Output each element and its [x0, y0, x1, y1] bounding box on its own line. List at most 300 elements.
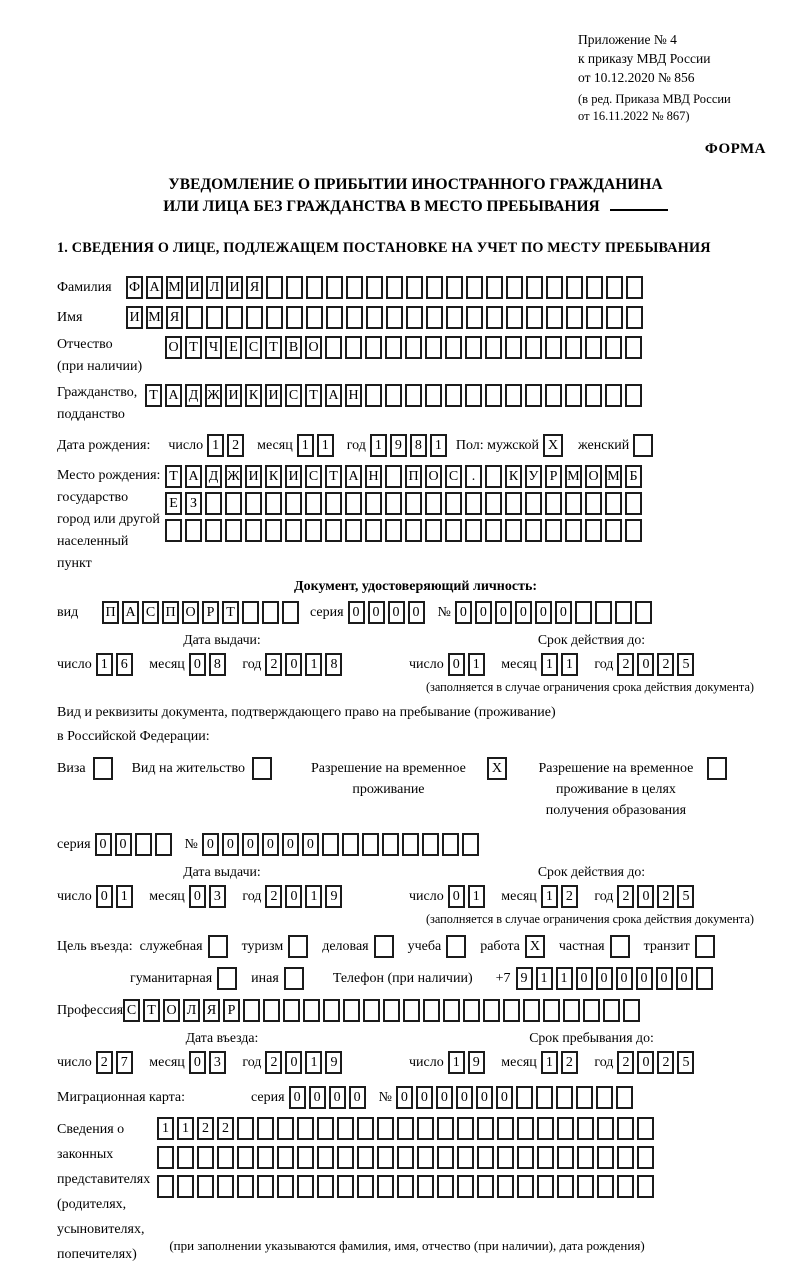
- char-box[interactable]: И: [285, 465, 302, 488]
- char-box[interactable]: [323, 999, 340, 1022]
- char-box[interactable]: [365, 336, 382, 359]
- purpose-work-checkbox[interactable]: X: [525, 935, 545, 958]
- char-box[interactable]: [237, 1117, 254, 1140]
- char-box[interactable]: О: [305, 336, 322, 359]
- char-box[interactable]: [317, 1146, 334, 1169]
- char-box[interactable]: Л: [206, 276, 223, 299]
- char-box[interactable]: [597, 1146, 614, 1169]
- char-box[interactable]: И: [225, 384, 242, 407]
- char-box[interactable]: 0: [448, 885, 465, 908]
- char-box[interactable]: [317, 1117, 334, 1140]
- char-box[interactable]: [586, 306, 603, 329]
- char-box[interactable]: 8: [410, 434, 427, 457]
- char-box[interactable]: [696, 967, 713, 990]
- char-box[interactable]: 9: [325, 1051, 342, 1074]
- char-box[interactable]: [575, 601, 592, 624]
- char-box[interactable]: 0: [329, 1086, 346, 1109]
- char-box[interactable]: О: [165, 336, 182, 359]
- char-box[interactable]: Б: [625, 465, 642, 488]
- char-box[interactable]: [545, 336, 562, 359]
- char-box[interactable]: [605, 384, 622, 407]
- char-box[interactable]: [465, 492, 482, 515]
- char-box[interactable]: 0: [408, 601, 425, 624]
- char-box[interactable]: [277, 1175, 294, 1198]
- char-box[interactable]: [266, 276, 283, 299]
- char-box[interactable]: [265, 519, 282, 542]
- char-box[interactable]: 1: [468, 885, 485, 908]
- char-box[interactable]: [417, 1117, 434, 1140]
- char-box[interactable]: [483, 999, 500, 1022]
- char-box[interactable]: 2: [561, 885, 578, 908]
- char-box[interactable]: [437, 1146, 454, 1169]
- char-box[interactable]: Т: [222, 601, 239, 624]
- char-box[interactable]: [505, 492, 522, 515]
- char-box[interactable]: 6: [116, 653, 133, 676]
- char-box[interactable]: [317, 1175, 334, 1198]
- char-box[interactable]: [617, 1146, 634, 1169]
- char-box[interactable]: [306, 306, 323, 329]
- char-box[interactable]: [585, 519, 602, 542]
- char-box[interactable]: О: [163, 999, 180, 1022]
- sex-male-checkbox[interactable]: X: [543, 434, 563, 457]
- char-box[interactable]: [155, 833, 172, 856]
- char-box[interactable]: [337, 1117, 354, 1140]
- char-box[interactable]: С: [445, 465, 462, 488]
- char-box[interactable]: [425, 492, 442, 515]
- char-box[interactable]: А: [185, 465, 202, 488]
- char-box[interactable]: [243, 999, 260, 1022]
- char-box[interactable]: [565, 336, 582, 359]
- char-box[interactable]: П: [162, 601, 179, 624]
- char-box[interactable]: [297, 1175, 314, 1198]
- char-box[interactable]: [637, 1175, 654, 1198]
- char-box[interactable]: [197, 1146, 214, 1169]
- char-box[interactable]: [577, 1117, 594, 1140]
- char-box[interactable]: [283, 999, 300, 1022]
- char-box[interactable]: 5: [677, 1051, 694, 1074]
- char-box[interactable]: 3: [209, 885, 226, 908]
- char-box[interactable]: [485, 492, 502, 515]
- char-box[interactable]: 7: [116, 1051, 133, 1074]
- char-box[interactable]: [457, 1175, 474, 1198]
- char-box[interactable]: И: [186, 276, 203, 299]
- char-box[interactable]: [237, 1146, 254, 1169]
- temp-residence-checkbox[interactable]: X: [487, 757, 507, 780]
- char-box[interactable]: [597, 1117, 614, 1140]
- char-box[interactable]: Д: [185, 384, 202, 407]
- purpose-humanitarian-checkbox[interactable]: [217, 967, 237, 990]
- char-box[interactable]: [635, 601, 652, 624]
- char-box[interactable]: 0: [368, 601, 385, 624]
- char-box[interactable]: [425, 384, 442, 407]
- char-box[interactable]: 1: [468, 653, 485, 676]
- char-box[interactable]: [477, 1175, 494, 1198]
- char-box[interactable]: [563, 999, 580, 1022]
- char-box[interactable]: 8: [325, 653, 342, 676]
- char-box[interactable]: М: [605, 465, 622, 488]
- char-box[interactable]: [405, 492, 422, 515]
- char-box[interactable]: [566, 306, 583, 329]
- char-box[interactable]: 0: [656, 967, 673, 990]
- char-box[interactable]: [565, 492, 582, 515]
- char-box[interactable]: 0: [285, 885, 302, 908]
- char-box[interactable]: [345, 519, 362, 542]
- char-box[interactable]: 0: [95, 833, 112, 856]
- char-box[interactable]: [297, 1146, 314, 1169]
- char-box[interactable]: Ч: [205, 336, 222, 359]
- char-box[interactable]: [485, 384, 502, 407]
- char-box[interactable]: [616, 1086, 633, 1109]
- char-box[interactable]: Я: [246, 276, 263, 299]
- char-box[interactable]: [406, 276, 423, 299]
- char-box[interactable]: [525, 336, 542, 359]
- char-box[interactable]: [403, 999, 420, 1022]
- char-box[interactable]: [437, 1175, 454, 1198]
- char-box[interactable]: [257, 1117, 274, 1140]
- char-box[interactable]: [325, 336, 342, 359]
- char-box[interactable]: Ж: [225, 465, 242, 488]
- char-box[interactable]: [225, 519, 242, 542]
- char-box[interactable]: 0: [637, 653, 654, 676]
- char-box[interactable]: 9: [390, 434, 407, 457]
- char-box[interactable]: [217, 1146, 234, 1169]
- char-box[interactable]: [606, 306, 623, 329]
- char-box[interactable]: [505, 336, 522, 359]
- char-box[interactable]: 0: [515, 601, 532, 624]
- char-box[interactable]: [537, 1117, 554, 1140]
- char-box[interactable]: [322, 833, 339, 856]
- char-box[interactable]: [445, 492, 462, 515]
- residence-permit-checkbox[interactable]: [252, 757, 272, 780]
- char-box[interactable]: К: [265, 465, 282, 488]
- char-box[interactable]: З: [185, 492, 202, 515]
- char-box[interactable]: А: [146, 276, 163, 299]
- char-box[interactable]: Т: [305, 384, 322, 407]
- char-box[interactable]: 0: [282, 833, 299, 856]
- char-box[interactable]: [397, 1175, 414, 1198]
- char-box[interactable]: И: [245, 465, 262, 488]
- char-box[interactable]: 0: [189, 885, 206, 908]
- char-box[interactable]: [466, 306, 483, 329]
- char-box[interactable]: 0: [348, 601, 365, 624]
- char-box[interactable]: К: [505, 465, 522, 488]
- char-box[interactable]: 2: [657, 885, 674, 908]
- char-box[interactable]: 2: [197, 1117, 214, 1140]
- char-box[interactable]: [537, 1146, 554, 1169]
- char-box[interactable]: 3: [209, 1051, 226, 1074]
- char-box[interactable]: 0: [637, 885, 654, 908]
- char-box[interactable]: 2: [617, 653, 634, 676]
- purpose-official-checkbox[interactable]: [208, 935, 228, 958]
- char-box[interactable]: [477, 1117, 494, 1140]
- char-box[interactable]: [397, 1117, 414, 1140]
- char-box[interactable]: [442, 833, 459, 856]
- char-box[interactable]: [603, 999, 620, 1022]
- char-box[interactable]: [345, 336, 362, 359]
- char-box[interactable]: [466, 276, 483, 299]
- char-box[interactable]: [443, 999, 460, 1022]
- char-box[interactable]: [285, 519, 302, 542]
- char-box[interactable]: [382, 833, 399, 856]
- char-box[interactable]: [626, 276, 643, 299]
- char-box[interactable]: [343, 999, 360, 1022]
- char-box[interactable]: [357, 1146, 374, 1169]
- char-box[interactable]: 0: [289, 1086, 306, 1109]
- char-box[interactable]: [565, 519, 582, 542]
- char-box[interactable]: 0: [189, 653, 206, 676]
- char-box[interactable]: [477, 1146, 494, 1169]
- char-box[interactable]: [486, 276, 503, 299]
- char-box[interactable]: И: [226, 276, 243, 299]
- char-box[interactable]: 2: [265, 653, 282, 676]
- char-box[interactable]: Т: [143, 999, 160, 1022]
- char-box[interactable]: 1: [536, 967, 553, 990]
- char-box[interactable]: [437, 1117, 454, 1140]
- char-box[interactable]: 0: [388, 601, 405, 624]
- char-box[interactable]: Д: [205, 465, 222, 488]
- char-box[interactable]: М: [565, 465, 582, 488]
- char-box[interactable]: [445, 384, 462, 407]
- purpose-business-checkbox[interactable]: [374, 935, 394, 958]
- char-box[interactable]: [386, 306, 403, 329]
- char-box[interactable]: [185, 519, 202, 542]
- char-box[interactable]: [506, 276, 523, 299]
- char-box[interactable]: [226, 306, 243, 329]
- char-box[interactable]: 1: [177, 1117, 194, 1140]
- char-box[interactable]: В: [285, 336, 302, 359]
- char-box[interactable]: [617, 1117, 634, 1140]
- char-box[interactable]: [546, 306, 563, 329]
- char-box[interactable]: [623, 999, 640, 1022]
- char-box[interactable]: [245, 492, 262, 515]
- char-box[interactable]: [585, 384, 602, 407]
- char-box[interactable]: 0: [596, 967, 613, 990]
- char-box[interactable]: 1: [541, 653, 558, 676]
- char-box[interactable]: 9: [516, 967, 533, 990]
- char-box[interactable]: [405, 384, 422, 407]
- char-box[interactable]: [177, 1146, 194, 1169]
- char-box[interactable]: Р: [223, 999, 240, 1022]
- char-box[interactable]: [465, 519, 482, 542]
- sex-female-checkbox[interactable]: [633, 434, 653, 457]
- char-box[interactable]: [425, 519, 442, 542]
- char-box[interactable]: [545, 384, 562, 407]
- char-box[interactable]: [385, 465, 402, 488]
- char-box[interactable]: [345, 492, 362, 515]
- char-box[interactable]: [346, 306, 363, 329]
- char-box[interactable]: [523, 999, 540, 1022]
- char-box[interactable]: [485, 465, 502, 488]
- char-box[interactable]: [402, 833, 419, 856]
- char-box[interactable]: [282, 601, 299, 624]
- char-box[interactable]: 1: [561, 653, 578, 676]
- char-box[interactable]: [537, 1175, 554, 1198]
- char-box[interactable]: [615, 601, 632, 624]
- char-box[interactable]: [583, 999, 600, 1022]
- char-box[interactable]: [326, 276, 343, 299]
- char-box[interactable]: 1: [116, 885, 133, 908]
- char-box[interactable]: [346, 276, 363, 299]
- char-box[interactable]: 2: [561, 1051, 578, 1074]
- char-box[interactable]: [366, 276, 383, 299]
- char-box[interactable]: 0: [309, 1086, 326, 1109]
- char-box[interactable]: [377, 1117, 394, 1140]
- char-box[interactable]: 2: [617, 885, 634, 908]
- char-box[interactable]: 1: [207, 434, 224, 457]
- char-box[interactable]: 2: [265, 1051, 282, 1074]
- char-box[interactable]: 0: [496, 1086, 513, 1109]
- char-box[interactable]: 9: [325, 885, 342, 908]
- char-box[interactable]: [385, 336, 402, 359]
- char-box[interactable]: С: [285, 384, 302, 407]
- char-box[interactable]: 0: [676, 967, 693, 990]
- char-box[interactable]: Н: [365, 465, 382, 488]
- char-box[interactable]: [165, 519, 182, 542]
- char-box[interactable]: [383, 999, 400, 1022]
- char-box[interactable]: Т: [145, 384, 162, 407]
- char-box[interactable]: 0: [576, 967, 593, 990]
- char-box[interactable]: П: [405, 465, 422, 488]
- char-box[interactable]: 2: [217, 1117, 234, 1140]
- char-box[interactable]: [422, 833, 439, 856]
- char-box[interactable]: [506, 306, 523, 329]
- char-box[interactable]: [205, 492, 222, 515]
- char-box[interactable]: Р: [545, 465, 562, 488]
- char-box[interactable]: М: [146, 306, 163, 329]
- char-box[interactable]: [257, 1175, 274, 1198]
- char-box[interactable]: [426, 306, 443, 329]
- char-box[interactable]: [463, 999, 480, 1022]
- char-box[interactable]: [265, 492, 282, 515]
- char-box[interactable]: [337, 1175, 354, 1198]
- char-box[interactable]: [245, 519, 262, 542]
- char-box[interactable]: У: [525, 465, 542, 488]
- char-box[interactable]: 1: [305, 1051, 322, 1074]
- char-box[interactable]: 0: [476, 1086, 493, 1109]
- char-box[interactable]: [557, 1175, 574, 1198]
- purpose-private-checkbox[interactable]: [610, 935, 630, 958]
- char-box[interactable]: [525, 519, 542, 542]
- char-box[interactable]: [385, 519, 402, 542]
- char-box[interactable]: [426, 276, 443, 299]
- char-box[interactable]: [605, 336, 622, 359]
- char-box[interactable]: 0: [285, 653, 302, 676]
- char-box[interactable]: [285, 492, 302, 515]
- char-box[interactable]: 1: [157, 1117, 174, 1140]
- char-box[interactable]: Н: [345, 384, 362, 407]
- char-box[interactable]: [225, 492, 242, 515]
- char-box[interactable]: 0: [302, 833, 319, 856]
- char-box[interactable]: [577, 1175, 594, 1198]
- char-box[interactable]: [286, 306, 303, 329]
- char-box[interactable]: [457, 1146, 474, 1169]
- char-box[interactable]: 0: [349, 1086, 366, 1109]
- char-box[interactable]: [625, 384, 642, 407]
- char-box[interactable]: [205, 519, 222, 542]
- char-box[interactable]: 0: [535, 601, 552, 624]
- char-box[interactable]: 1: [556, 967, 573, 990]
- char-box[interactable]: [486, 306, 503, 329]
- char-box[interactable]: [503, 999, 520, 1022]
- char-box[interactable]: [585, 336, 602, 359]
- char-box[interactable]: О: [585, 465, 602, 488]
- char-box[interactable]: [605, 492, 622, 515]
- char-box[interactable]: [262, 601, 279, 624]
- temp-residence-edu-checkbox[interactable]: [707, 757, 727, 780]
- char-box[interactable]: [277, 1146, 294, 1169]
- char-box[interactable]: Л: [183, 999, 200, 1022]
- purpose-tourism-checkbox[interactable]: [288, 935, 308, 958]
- char-box[interactable]: [446, 276, 463, 299]
- char-box[interactable]: [625, 492, 642, 515]
- char-box[interactable]: 5: [677, 885, 694, 908]
- char-box[interactable]: 0: [455, 601, 472, 624]
- char-box[interactable]: 0: [202, 833, 219, 856]
- char-box[interactable]: 0: [189, 1051, 206, 1074]
- char-box[interactable]: [237, 1175, 254, 1198]
- char-box[interactable]: [263, 999, 280, 1022]
- char-box[interactable]: Ф: [126, 276, 143, 299]
- char-box[interactable]: [525, 492, 542, 515]
- char-box[interactable]: 0: [555, 601, 572, 624]
- char-box[interactable]: 2: [657, 1051, 674, 1074]
- char-box[interactable]: 1: [541, 1051, 558, 1074]
- char-box[interactable]: [577, 1146, 594, 1169]
- char-box[interactable]: 2: [265, 885, 282, 908]
- char-box[interactable]: А: [345, 465, 362, 488]
- char-box[interactable]: [626, 306, 643, 329]
- char-box[interactable]: [485, 336, 502, 359]
- char-box[interactable]: 5: [677, 653, 694, 676]
- char-box[interactable]: Т: [325, 465, 342, 488]
- char-box[interactable]: [337, 1146, 354, 1169]
- char-box[interactable]: [485, 519, 502, 542]
- char-box[interactable]: [526, 276, 543, 299]
- char-box[interactable]: [362, 833, 379, 856]
- char-box[interactable]: [206, 306, 223, 329]
- char-box[interactable]: П: [102, 601, 119, 624]
- char-box[interactable]: С: [142, 601, 159, 624]
- char-box[interactable]: [566, 276, 583, 299]
- char-box[interactable]: [445, 336, 462, 359]
- char-box[interactable]: [625, 519, 642, 542]
- char-box[interactable]: Е: [225, 336, 242, 359]
- char-box[interactable]: [586, 276, 603, 299]
- char-box[interactable]: [342, 833, 359, 856]
- char-box[interactable]: [517, 1117, 534, 1140]
- char-box[interactable]: С: [305, 465, 322, 488]
- char-box[interactable]: [445, 519, 462, 542]
- char-box[interactable]: [595, 601, 612, 624]
- char-box[interactable]: 1: [96, 653, 113, 676]
- char-box[interactable]: [242, 601, 259, 624]
- char-box[interactable]: [576, 1086, 593, 1109]
- char-box[interactable]: А: [325, 384, 342, 407]
- char-box[interactable]: [405, 336, 422, 359]
- char-box[interactable]: Р: [202, 601, 219, 624]
- char-box[interactable]: [543, 999, 560, 1022]
- char-box[interactable]: [246, 306, 263, 329]
- char-box[interactable]: [545, 519, 562, 542]
- char-box[interactable]: 8: [209, 653, 226, 676]
- char-box[interactable]: 0: [115, 833, 132, 856]
- char-box[interactable]: 0: [285, 1051, 302, 1074]
- char-box[interactable]: [405, 519, 422, 542]
- char-box[interactable]: [365, 519, 382, 542]
- char-box[interactable]: [157, 1175, 174, 1198]
- char-box[interactable]: [557, 1146, 574, 1169]
- char-box[interactable]: 1: [541, 885, 558, 908]
